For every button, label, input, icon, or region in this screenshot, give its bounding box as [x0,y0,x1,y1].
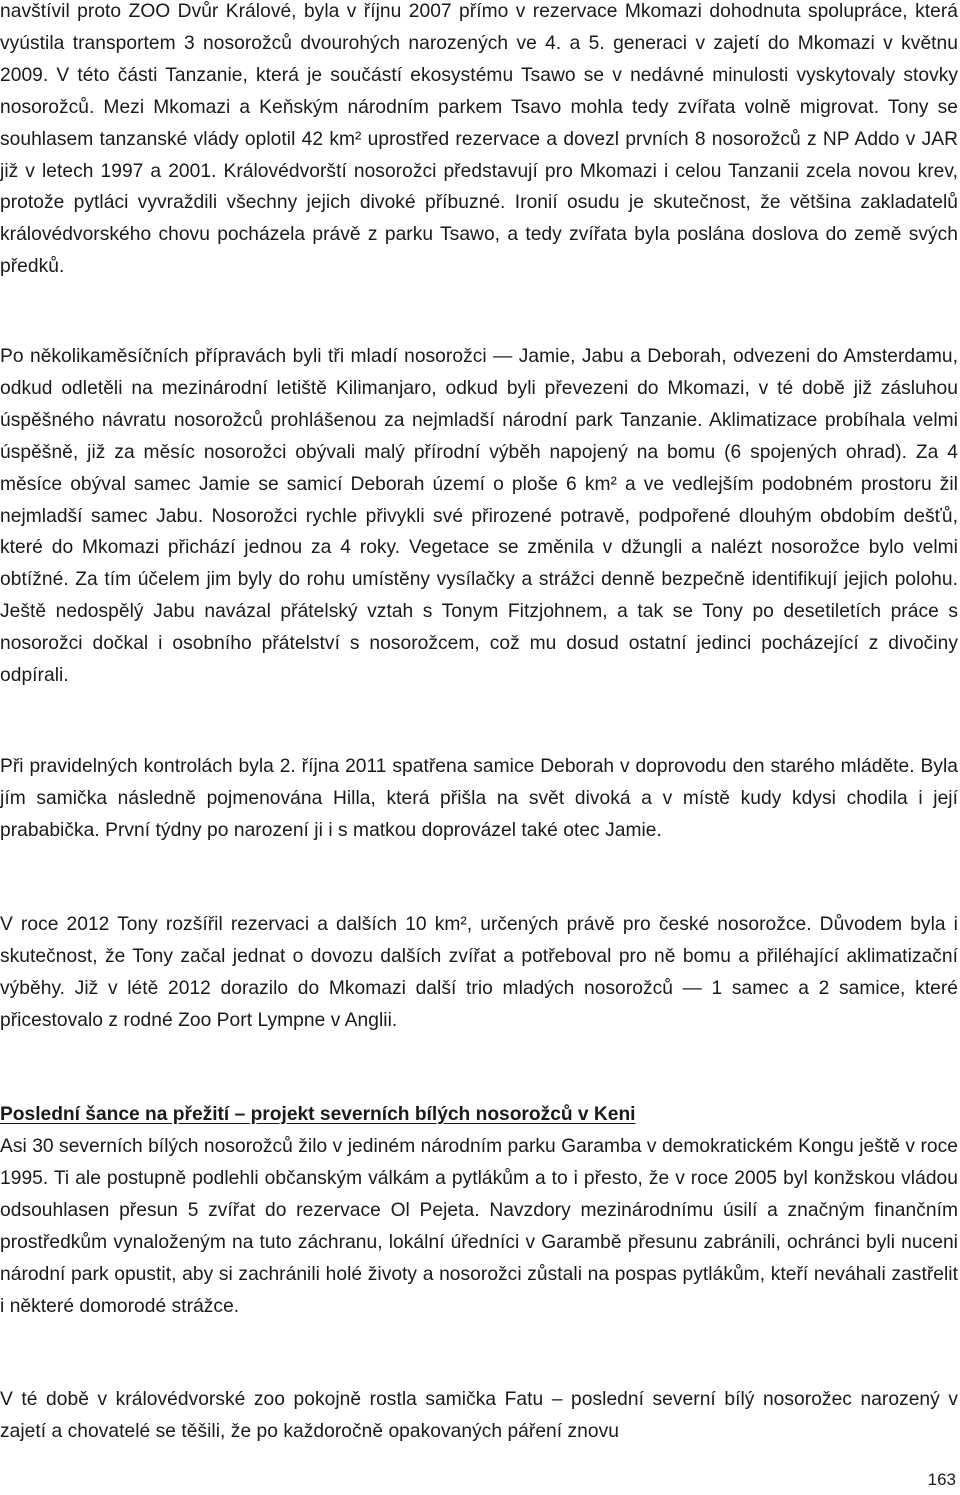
paragraph-reserve-expansion: V roce 2012 Tony rozšířil rezervaci a dalších 10 km², určených právě pro české nosorožce. Důvodem byla i skutečnost, že Tony začal jednat o dovozu dalších zvířat a potřeboval pro ně bomu a přiléhající aklimatizační výběhy. Již v létě 2012 dorazilo do Mkomazi další trio mladých nosorožců — 1 samec a 2 samice, které přicestovalo z rodné Zoo Port Lympne v Anglii. [0,914,958,1031]
paragraph-rhino-transport: Po několikaměsíčních přípravách byli tři mladí nosorožci — Jamie, Jabu a Deborah, odvezeni do Amsterdamu, odkud odletěli na mezinárodní letiště Kilimanjaro, odkud byli převezeni do Mkomazi, v té době již zásluhou úspěšného návratu nosorožců prohlášenou za nejmladší národní park Tanzanie. Aklimatizace probíhala velmi úspěšně, již za měsíc nosorožci obývali malý přírodní výběh napojený na bomu (6 spojených ohrad). Za 4 měsíce obýval samec Jamie se samicí Deborah území o ploše 6 km² a ve vedlejším podobném prostoru žil nejmladší samec Jabu. Nosorožci rychle přivykli své přirozené potravě, podpořené dlouhým obdobím dešťů, které do Mkomazi přichází jednou za 4 roky. Vegetace se změnila v džungli a nalézt nosorožce bylo velmi obtížné. Za tím účelem jim byly do rohu umístěny vysílačky a strážci denně bezpečně identifikují jejich polohu. Ještě nedospělý Jabu navázal přátelský vztah s Tonym Fitzjohnem, a tak se Tony po desetiletích práce s nosorožci dočkal i osobního přátelství s nosorožcem, což mu dosud ostatní jedinci pocházející z divočiny odpírali. [0,346,958,687]
paragraph-mkomazi-cooperation: navštívil proto ZOO Dvůr Králové, byla v říjnu 2007 přímo v rezervace Mkomazi dohodnuta spolupráce, která vyústila transportem 3 nosorožců dvourohých narozených ve 4. a 5. generaci v zajetí do Mkomazi v květnu 2009. V této části Tanzanie, která je součástí ekosystému Tsawo se v nedávné minulosti vyskytovaly stovky nosorožců. Mezi Mkomazi a Keňským národním parkem Tsavo mohla tedy zvířata volně migrovat. Tony se souhlasem tanzanské vlády oplotil 42 km² uprostřed rezervace a dovezl prvních 8 nosorožců z NP Addo v JAR již v letech 1997 a 2001. Královédvorští nosorožci představují pro Mkomazi i celou Tanzanii zcela novou krev, protože pytláci vyvraždili všechny jejich divoké příbuzné. Ironií osudu je skutečnost, že většina zakladatelů královédvorského chovu pocházela právě z parku Tsawo, a tedy zvířata byla poslána doslova do země svých předků. [0,1,958,278]
paragraph-hilla-birth: Při pravidelných kontrolách byla 2. října 2011 spatřena samice Deborah v doprovodu den starého mláděte. Byla jím samička následně pojmenována Hilla, která přišla na svět divoká a v místě kudy kdysi chodila i její prababička. První týdny po narození ji i s matkou doprovázel také otec Jamie. [0,756,958,841]
paragraph-garamba: Asi 30 severních bílých nosorožců žilo v jediném národním parku Garamba v demokratickém Kongu ještě v roce 1995. Ti ale postupně podlehli občanským válkám a pytlákům a to i přesto, že v roce 2005 byl konžskou vládou odsouhlasen přesun 5 zvířat do rezervace Ol Pejeta. Navzdory mezinárodnímu úsilí a značným finančním prostředkům vynaloženým na tuto záchranu, lokální úředníci v Garambě přesunu zabránili, ochránci byli nuceni národní park opustit, aby si zachránili holé životy a nosorožci zůstali na pospas pytlákům, kteří neváhali zastřelit i některé domorodé strážce. [0,1136,958,1317]
section-heading: Poslední šance na přežití – projekt severních bílých nosorožců v Keni [0,1104,636,1125]
paragraph-fatu: V té době v královédvorské zoo pokojně rostla samička Fatu – poslední severní bílý nosorožec narozený v zajetí a chovatelé se těšili, že po každoročně opakovaných páření znovu [0,1389,958,1442]
page-number: 163 [927,1470,956,1489]
